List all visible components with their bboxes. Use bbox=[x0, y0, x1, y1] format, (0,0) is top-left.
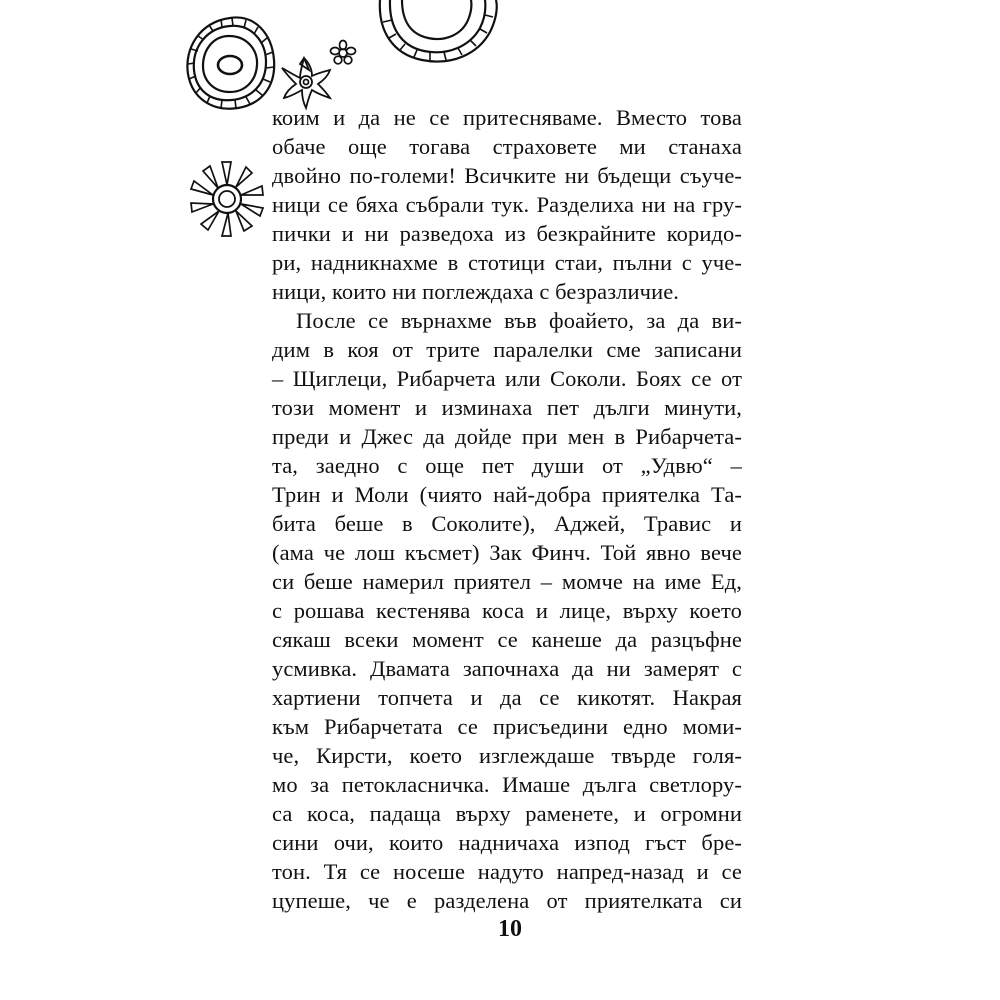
page-number: 10 bbox=[498, 916, 522, 942]
text-line: ници, които ни поглеждаха с безразличие. bbox=[272, 279, 680, 304]
text-line: дим в коя от трите паралелки сме записани bbox=[272, 337, 742, 362]
small-star-flower-icon bbox=[282, 58, 330, 108]
text-line: двойно по-големи! Всичките ни бъдещи съуче- bbox=[272, 163, 742, 188]
text-line: мо за петокласничка. Имаше дълга светлору- bbox=[272, 772, 742, 797]
text-line: към Рибарчетата се присъедини едно моми- bbox=[272, 714, 742, 739]
large-ring-flower-icon bbox=[187, 17, 274, 108]
text-line: преди и Джес да дойде при мен в Рибарчета- bbox=[272, 424, 742, 449]
text-line: обаче още тогава страховете ми станаха bbox=[272, 134, 742, 159]
text-line: пички и ни разведоха из безкрайните коридо- bbox=[272, 221, 742, 246]
daisy-flower-icon bbox=[191, 162, 263, 236]
text-line: – Щиглеци, Рибарчета или Соколи. Боях се от bbox=[272, 366, 742, 391]
text-line: сини очи, които надничаха изпод гъст бре- bbox=[272, 830, 742, 855]
text-line: хартиени топчета и да се кикотят. Накрая bbox=[272, 685, 742, 710]
text-line: коим и да не се притесняваме. Вместо това bbox=[272, 105, 742, 130]
text-line: цупеше, че е разделена от приятелката си bbox=[272, 888, 742, 913]
text-line: си беше намерил приятел – момче на име Ед, bbox=[272, 569, 742, 594]
text-line: че, Кирсти, което изглеждаше твърде голя- bbox=[272, 743, 742, 768]
text-line: (ама че лош късмет) Зак Финч. Той явно вече bbox=[272, 540, 742, 565]
top-ring-flower-icon bbox=[380, 0, 497, 62]
text-line: Трин и Моли (чиято най-добра приятелка Та- bbox=[272, 482, 742, 507]
paragraph-start-line: После се върнахме във фоайето, за да ви- bbox=[296, 308, 742, 333]
text-line: тон. Тя се носеше надуто напред-назад и се bbox=[272, 859, 742, 884]
text-line: ри, надникнахме в стотици стаи, пълни с уче- bbox=[272, 250, 742, 275]
text-line: са коса, падаща върху раменете, и огромни bbox=[272, 801, 742, 826]
text-line: усмивка. Двамата започнаха да ни замерят с bbox=[272, 656, 742, 681]
text-line: та, заедно с още пет души от „Удвю“ – bbox=[272, 453, 742, 478]
tiny-flower-icon bbox=[331, 41, 356, 64]
text-line: сякаш всеки момент се канеше да разцъфне bbox=[272, 627, 742, 652]
text-line: ници се бяха събрали тук. Разделиха ни на гру- bbox=[272, 192, 742, 217]
text-line: този момент и изминаха пет дълги минути, bbox=[272, 395, 742, 420]
text-line: бита беше в Соколите), Аджей, Травис и bbox=[272, 511, 742, 536]
text-line: с рошава кестенява коса и лице, върху което bbox=[272, 598, 742, 623]
